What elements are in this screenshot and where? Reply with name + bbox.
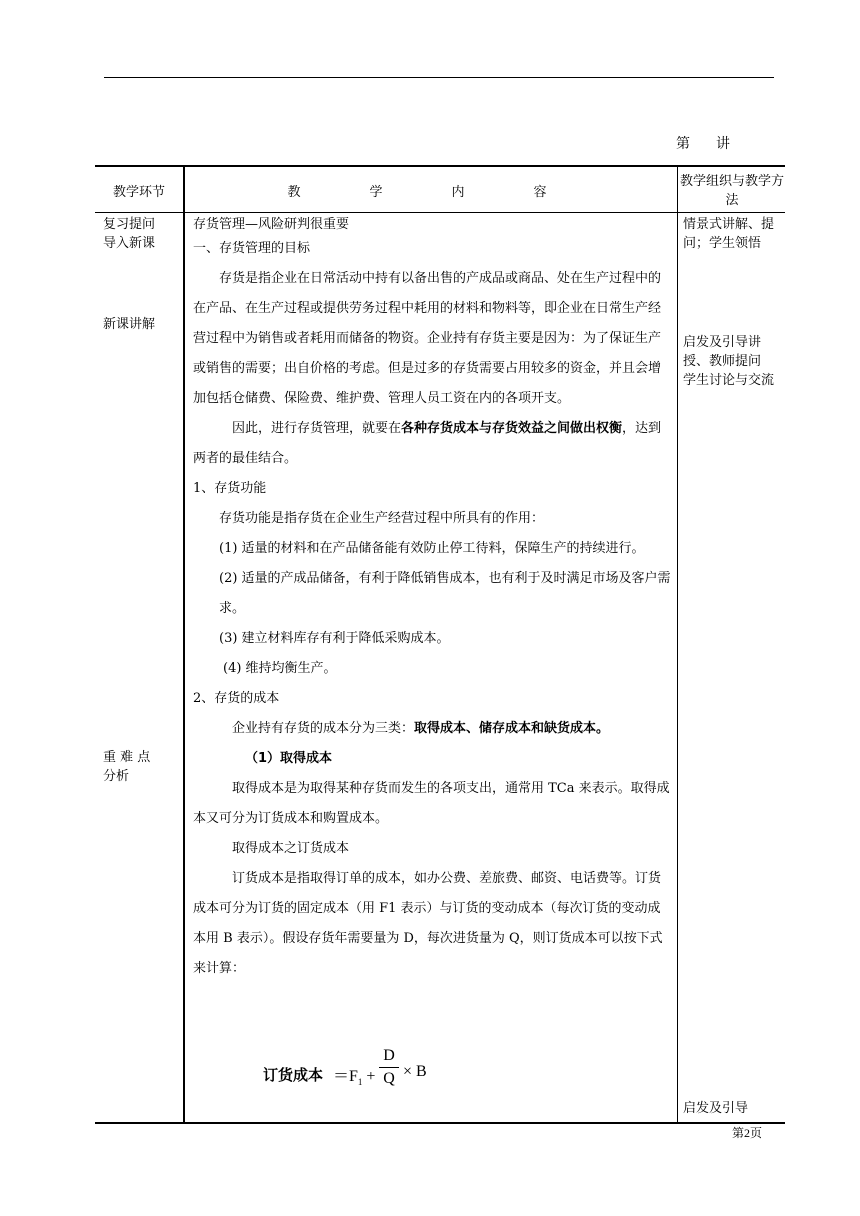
formula-label: 订货成本 xyxy=(263,1066,324,1084)
stage-key-points: 重 难 点 分析 xyxy=(103,750,151,784)
column-divider-1 xyxy=(183,165,185,1123)
header-teaching-method: 教学组织与教学方法 xyxy=(679,174,784,208)
function-item-1: (1) 适量的材料和在产品储备能有效防止停工待料，保障生产的持续进行。 xyxy=(219,541,645,556)
cost-types-emphasis: 取得成本、储存成本和缺货成本。 xyxy=(414,721,610,736)
header-teaching-stage: 教学环节 xyxy=(112,185,165,200)
page-number: 第2页 xyxy=(732,1126,763,1140)
table-bottom-border xyxy=(95,1122,785,1124)
method-3: 启发及引导 xyxy=(683,1101,749,1116)
method-2: 启发及引导讲授、教师提问 学生讨论与交流 xyxy=(683,335,775,388)
lesson-content xyxy=(193,215,673,984)
content-title: 存货管理—风险研判很重要 xyxy=(193,217,350,232)
function-item-2: (2) 适量的产成品储备，有利于降低销售成本，也有利于及时满足市场及客户需求。 xyxy=(219,571,671,616)
column-divider-2 xyxy=(677,165,678,1123)
section-inventory-function: 1、存货功能 xyxy=(193,481,267,496)
para-function-intro: 存货功能是指存货在企业生产经营过程中所具有的作用： xyxy=(219,511,545,526)
function-item-4: (4) 维持均衡生产。 xyxy=(223,661,337,676)
para-inventory-tradeoff: 因此，进行存货管理，就要在各种存货成本与存货效益之间做出权衡，达到两者的最佳结合。 xyxy=(193,421,662,466)
fraction-denominator: Q xyxy=(383,1070,395,1087)
para-cost-types: 企业持有存货的成本分为三类：取得成本、储存成本和缺货成本。 xyxy=(232,721,610,736)
header-teaching-content: 教 学 内 容 xyxy=(287,185,575,200)
para-ordering-cost: 订货成本是指取得订单的成本，如办公费、差旅费、邮资、电话费等。订货成本可分为订货的固定成本（用 F1 表示）与订货的变动成本（每次订货的变动成本用 B 表示）。假设存货年需要量为 D，每次进货量为 Q，则订货成本可以按下式来计算： xyxy=(193,871,663,976)
lecture-label-second: 讲 xyxy=(716,136,730,152)
formula-fixed-term: $=F_1$ + xyxy=(333,1068,376,1088)
lecture-label-first: 第 xyxy=(676,136,690,152)
table-header-divider xyxy=(95,212,785,213)
tradeoff-emphasis: 各种存货成本与存货效益之间做出权衡 xyxy=(401,421,623,436)
para-inventory-definition: 存货是指企业在日常活动中持有以备出售的产成品或商品、处在生产过程中的在产品、在生产过程或提供劳务过程中耗用的材料和物料等，即企业在日常生产经营过程中为销售或者耗用而储备的物资。企业持有存货主要是因为：为了保证生产或销售的需要；出自价格的考虑。但是过多的存货需要占用较多的资金，并且会增加包括仓储费、保险费、维护费、管理人员工资在内的各项开支。 xyxy=(193,271,662,406)
fraction-numerator: D xyxy=(383,1047,395,1064)
lesson-plan-table xyxy=(95,165,785,1123)
lecture-number-label xyxy=(676,133,730,153)
section-inventory-goal: 一、存货管理的目标 xyxy=(193,241,311,256)
stage-review: 复习提问 导入新课 xyxy=(103,217,156,251)
para-acquisition-cost: 取得成本是为取得某种存货而发生的各项支出，通常用 TCa 来表示。取得成本又可分为订货成本和购置成本。 xyxy=(193,781,670,826)
subsection-acquisition-cost: （1）取得成本 xyxy=(245,751,333,766)
formula-fraction xyxy=(379,1045,399,1090)
table-top-border xyxy=(95,165,785,167)
function-item-3: (3) 建立材料库存有利于降低采购成本。 xyxy=(219,631,450,646)
subsection-ordering-cost: 取得成本之订货成本 xyxy=(232,841,350,856)
section-inventory-cost: 2、存货的成本 xyxy=(193,691,280,706)
stage-new-lesson: 新课讲解 xyxy=(103,317,156,332)
formula-variable-term: × B xyxy=(403,1063,427,1080)
header-rule xyxy=(104,77,774,78)
method-1: 情景式讲解、提问；学生领悟 xyxy=(683,217,775,251)
